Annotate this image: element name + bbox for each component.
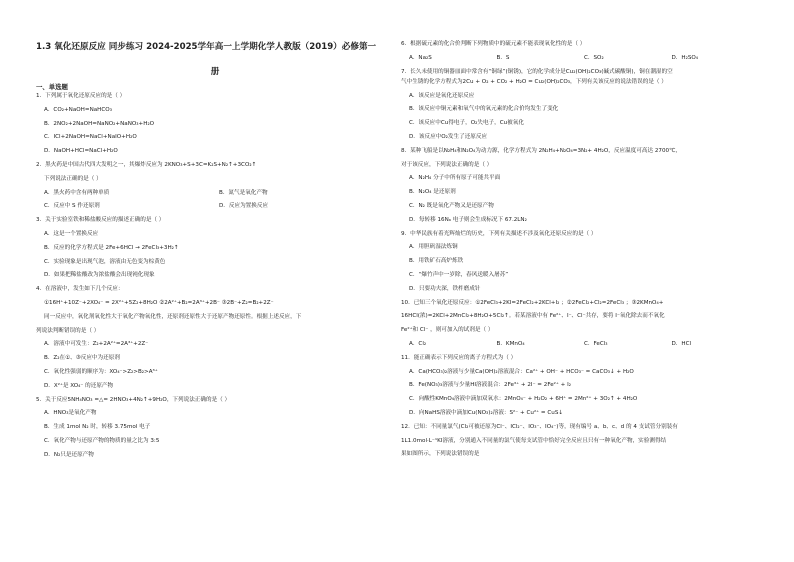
- q2-option-b: B．氮气是氧化产物: [219, 189, 268, 196]
- question-3: [36, 217, 394, 279]
- q8-stem: 8．某种飞船是以N₂H₄和N₂O₄为动力源，化学方程式为 2N₂H₄+N₂O₄=3N₂+ 4H₂O，反应温度可高达 2700℃，: [401, 147, 681, 154]
- q1-option-c: C．ICl+2NaOH=NaCl+NaIO+H₂O: [44, 134, 137, 141]
- question-2: [36, 162, 394, 211]
- question-12: [401, 424, 759, 459]
- q12-stem-2: 1L1.0mol·L⁻¹KI溶液，分别通入不同量的氯气使每支试管中恰好完全反应且只有一种氧化产物，实验测得结: [401, 437, 667, 444]
- q6-option-d: D．H₂SO₄: [671, 54, 699, 61]
- q4-stem-2: 同一反应中，氧化剂氧化性大于氧化产物氧化性，还原剂还原性大于还原产物还原性。根据上述反应，下: [44, 313, 302, 320]
- q6-options: [401, 55, 759, 62]
- left-column: [36, 93, 394, 459]
- question-11: [401, 355, 759, 417]
- q2-stem: 2．黑火药是中国古代四大发明之一，其爆炸反应为 2KNO₃+S+3C=K₂S+N₂↑+3CO₂↑: [36, 161, 257, 168]
- q1-option-b: B．2NO₂+2NaOH=NaNO₂+NaNO₃+H₂O: [44, 120, 155, 127]
- question-10: [401, 300, 759, 349]
- q7-option-a: A．该反应是氧化还原反应: [409, 92, 475, 99]
- q9-option-c: C．“爆竹声中一岁除，春风送暖入屠苏”: [409, 271, 509, 278]
- document-title: [36, 41, 394, 78]
- right-column: [401, 41, 759, 459]
- q5-option-d: D．N₂只是还原产物: [44, 451, 94, 458]
- title-line-2: 册: [210, 67, 220, 77]
- q7-option-c: C．该反应中Cu得电子，O₂失电子，Cu被氧化: [409, 120, 524, 127]
- q10-stem-2: 16HCl(浓)=2KCl+2MnCl₂+8H₂O+5Cl₂↑。若某溶液中有 Fe²⁺、I⁻、Cl⁻共存，要将 I⁻氧化除去而不氧化: [401, 313, 665, 320]
- q8-option-d: D．每转移 16Nₐ 电子则会生成标况下 67.2LN₂: [409, 216, 527, 223]
- q1-option-d: D．NaOH+HCl=NaCl+H₂O: [44, 148, 118, 155]
- question-4: [36, 286, 394, 390]
- q2-option-c: C．反应中 S 作还原剂: [44, 203, 100, 210]
- q2-options-row-1: [36, 190, 394, 197]
- title-line-1: 1.3 氧化还原反应 同步练习 2024-2025学年高一上学期化学人教版（2019）必修第一: [36, 42, 377, 52]
- q3-stem: 3．关于实验室铁和稀盐酸反应的描述正确的是（ ）: [36, 217, 165, 224]
- q7-stem-2: 气中生锈的化学方程式为2Cu + O₂ + CO₂ + H₂O = Cu₂(OH)₂CO₃，下列有关该反应的说法错误的是（ ）: [401, 78, 667, 85]
- q11-stem: 11．能正确表示下列反应的离子方程式为（ ）: [401, 354, 517, 361]
- q9-option-d: D．只要功夫深，铁杵磨成针: [409, 285, 481, 292]
- q7-stem: 7．长久未使用的铜器皿面中常含有“铜绿”(铜锈)，它的化学成分是Cu₂(OH)₂CO₃(碱式碳酸铜)，铜在潮湿的空: [401, 68, 673, 75]
- q2-option-d: D．反应为置换反应: [219, 203, 269, 210]
- q6-option-b: B．S: [496, 54, 510, 61]
- question-6: [401, 41, 759, 62]
- q6-option-c: C．SO₂: [584, 54, 604, 61]
- q1-option-a: A．CO₂+NaOH=NaHCO₃: [44, 106, 112, 113]
- q3-option-c: C．实验现象是出现气泡，溶液由无色变为棕黄色: [44, 258, 166, 265]
- q5-option-c: C．氧化产物与还原产物的物质的量之比为 3:5: [44, 437, 160, 444]
- question-5: [36, 397, 394, 459]
- q9-option-a: A．用胆矾湿法炼铜: [409, 244, 458, 251]
- q4-stem-3: 列说法判断错误的是（ ）: [36, 327, 100, 334]
- q11-option-b: B．Fe(NO₃)₃溶液与少量HI溶液混合：2Fe³⁺ + 2I⁻ = 2Fe²⁺ + I₂: [409, 382, 572, 389]
- q4-option-a: A．溶液中可发生：Z₂+2A²⁺=2A³⁺+2Z⁻: [44, 341, 149, 348]
- q5-stem: 5．关于反应5NH₄NO₃ =△= 2HNO₃+4N₂↑+9H₂O，下列说法正确的是（ ）: [36, 396, 231, 403]
- q8-stem-2: 对于该反应，下列说法正确的是（ ）: [401, 161, 493, 168]
- q3-option-a: A．这是一个置换反应: [44, 230, 99, 237]
- q4-stem: 4．在溶液中，发生如下几个反应：: [36, 286, 124, 293]
- q9-option-b: B．用铁矿石高炉炼铁: [409, 258, 464, 265]
- q12-stem: 12．已知：不同量氯气(Cl₂可被还原为Cl⁻、ICl₂⁻、IO₃⁻、IO₄⁻)等，现有编号 a、b、c、d 的 4 支试管分别装有: [401, 423, 678, 430]
- q10-option-a: A．Cl₂: [409, 340, 427, 347]
- q12-stem-3: 果如图所示，下列说法错误的是: [401, 451, 480, 458]
- q10-option-c: C．FeCl₃: [584, 340, 608, 347]
- q10-options: [401, 341, 759, 348]
- q4-option-c: C．氧化性强弱的顺序为：XO₄⁻>Z₂>B₂>A³⁺: [44, 368, 158, 375]
- q8-option-c: C．N₂ 既是氧化产物又是还原产物: [409, 202, 494, 209]
- q10-option-d: D．HCl: [671, 340, 692, 347]
- q2-stem-2: 下列说法正确的是（ ）: [44, 175, 102, 182]
- q1-stem: 1．下列属于氧化还原反应的是（ ）: [36, 93, 126, 99]
- q10-stem-3: Fe²⁺和 Cl⁻ ，则可加入的试剂是（ ）: [401, 327, 494, 334]
- question-8: [401, 148, 759, 224]
- q5-option-a: A．HNO₃是氧化产物: [44, 410, 97, 417]
- question-1: [36, 93, 394, 155]
- q5-option-b: B．生成 1mol N₂ 时，转移 3.75mol 电子: [44, 424, 151, 431]
- q9-stem: 9．中华民族有着光辉灿烂的历史，下列有关描述不涉及氧化还原反应的是（ ）: [401, 230, 597, 237]
- q2-option-a: A．黑火药中含有两种单质: [44, 189, 110, 196]
- q6-option-a: A．Na₂S: [409, 54, 432, 61]
- q10-stem: 10．已知三个氧化还原反应：①2FeCl₃+2KI=2FeCl₂+2KCl+I₂ ；②2FeCl₂+Cl₂=2FeCl₃ ；③2KMnO₄+: [401, 299, 664, 306]
- section-heading: 一、单选题: [36, 83, 68, 91]
- question-7: [401, 69, 759, 142]
- question-9: [401, 231, 759, 293]
- q4-option-d: D．X²⁺是 XO₄⁻ 的还原产物: [44, 382, 114, 389]
- q4-reactions: ①16H⁺+10Z⁻+2XO₄⁻ = 2X²⁺+5Z₂+8H₂O ②2A²⁺+B₂=2A³⁺+2B⁻ ③2B⁻+Z₂=B₂+2Z⁻: [44, 299, 274, 306]
- q11-option-d: D．向NaHS溶液中滴加Cu(NO₃)₂溶液：S²⁻ + Cu²⁺ = CuS↓: [409, 409, 564, 416]
- q4-option-b: B．Z₂在①、③反应中为还原剂: [44, 355, 120, 362]
- q3-option-b: B．反应的化学方程式是 2Fe+6HCl → 2FeCl₃+3H₂↑: [44, 244, 179, 251]
- q11-option-a: A．Ca(HCO₃)₂溶液与少量Ca(OH)₂溶液混合：Ca²⁺ + OH⁻ + HCO₃⁻ = CaCO₃↓ + H₂O: [409, 368, 634, 375]
- q2-options-row-2: [36, 203, 394, 210]
- q6-stem: 6．根据硫元素的化合价判断下列物质中的硫元素不能表现氧化性的是（ ）: [401, 41, 586, 47]
- q10-option-b: B．KMnO₄: [496, 340, 525, 347]
- q11-option-c: C．向酸性KMnO₄溶液中滴加双氧水：2MnO₄⁻ + H₂O₂ + 6H⁺ = 2Mn²⁺ + 3O₂↑ + 4H₂O: [409, 396, 638, 403]
- q8-option-b: B．N₂O₄ 是还原剂: [409, 189, 456, 196]
- q3-option-d: D．如果把稀盐酸改为浓盐酸会出现钝化现象: [44, 272, 155, 279]
- q7-option-d: D．该反应中O₂发生了还原反应: [409, 133, 488, 140]
- q7-option-b: B．该反应中铜元素和氧气中的氧元素的化合价均发生了变化: [409, 106, 559, 113]
- q8-option-a: A．N₂H₄ 分子中所有原子可能共平面: [409, 175, 501, 182]
